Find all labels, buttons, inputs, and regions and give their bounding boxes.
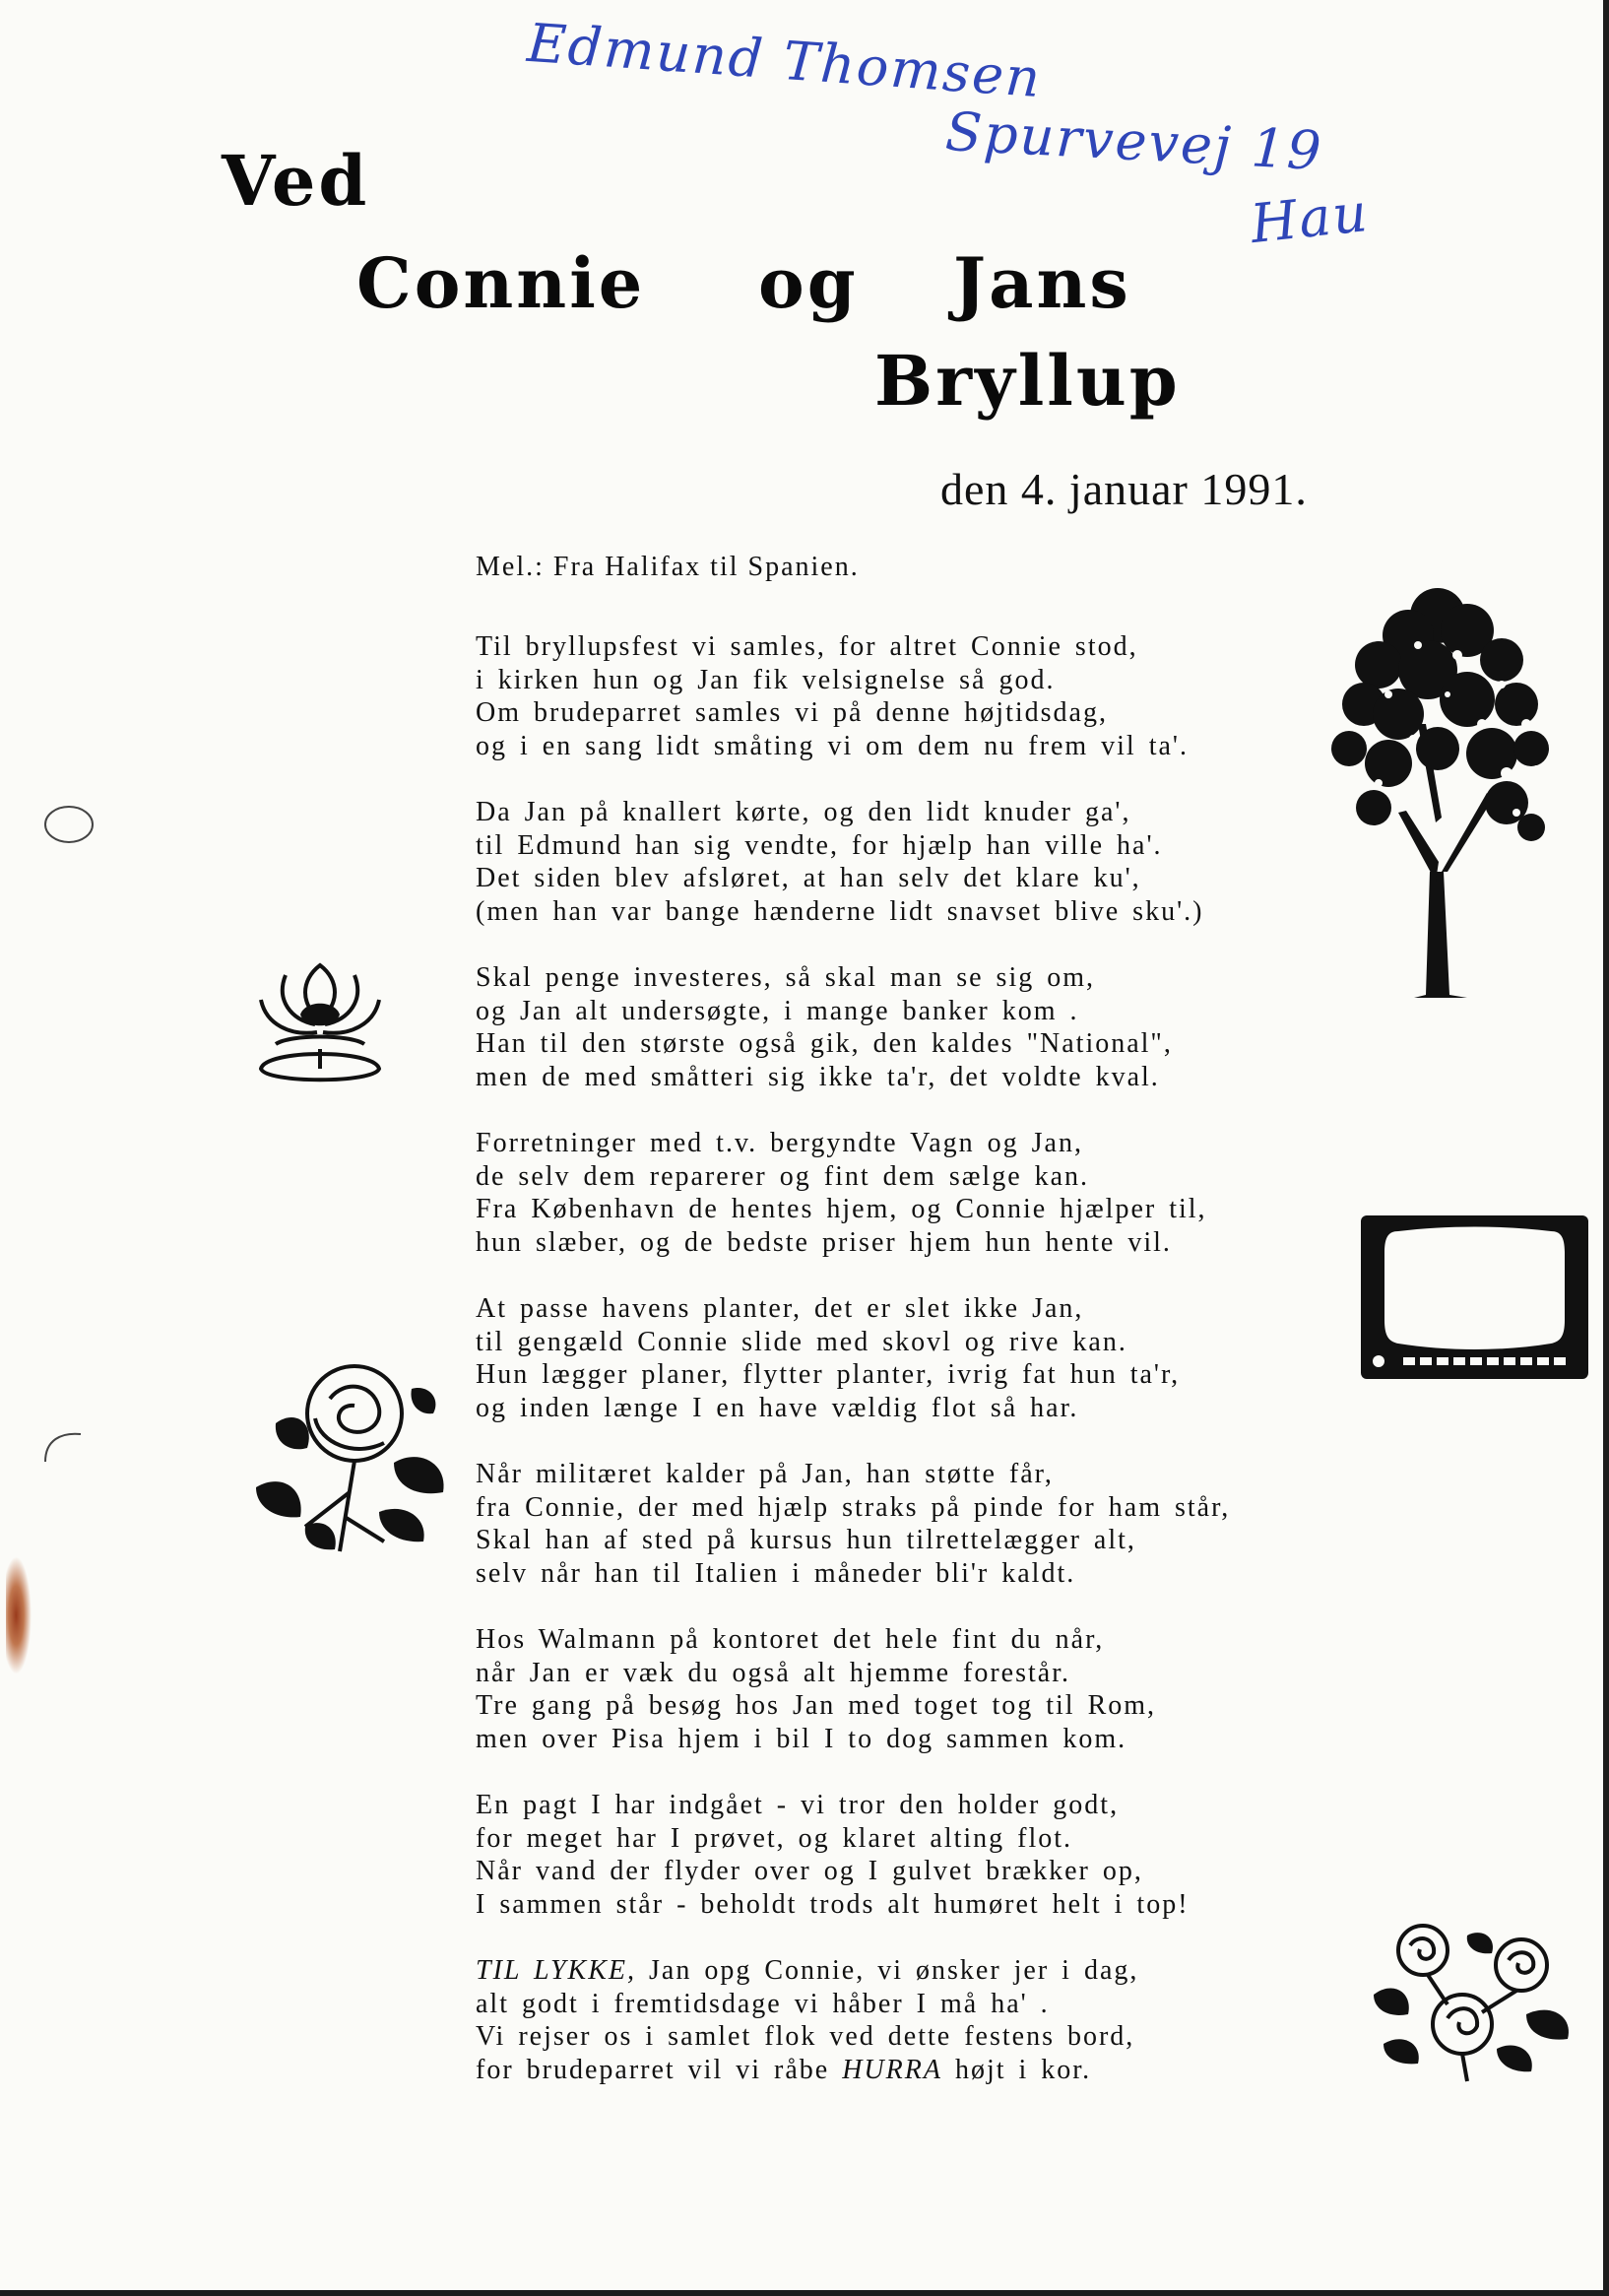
verse-line: Da Jan på knallert kørte, og den lidt knuder ga', — [476, 797, 1131, 827]
verse-line: Når vand der flyder over og I gulvet brækker op, — [476, 1856, 1143, 1886]
verse-4 — [476, 1127, 1342, 1259]
verse-line: de selv dem reparerer og fint dem sælge kan. — [476, 1160, 1090, 1192]
verse-line: til gengæld Connie slide med skovl og rive kan. — [476, 1326, 1127, 1357]
verse-line: I sammen står - beholdt trods alt humøret helt i top! — [476, 1888, 1190, 1920]
verse-line: til Edmund han sig vendte, for hjælp han ville ha'. — [476, 829, 1163, 861]
handwritten-name: Edmund Thomsen — [525, 11, 1045, 110]
verse-7 — [476, 1623, 1342, 1755]
punch-hole — [39, 1426, 89, 1466]
verse-line: (men han var bange hænderne lidt snavset blive sku'.) — [476, 895, 1204, 927]
scan-edge — [1603, 0, 1609, 2296]
verse-line: Skal han af sted på kursus hun tilrettelægger alt, — [476, 1525, 1136, 1555]
verse-3 — [476, 961, 1342, 1093]
verse-5 — [476, 1292, 1342, 1424]
verse-line: Fra København de hentes hjem, og Connie hjælper til, — [476, 1194, 1207, 1224]
verse-line: En pagt I har indgået - vi tror den holder godt, — [476, 1790, 1120, 1820]
lotus-icon — [246, 946, 394, 1088]
handwritten-town: Hau — [1248, 180, 1373, 256]
verse-line — [476, 2054, 1342, 2087]
verse-line: Om brudeparret samles vi på denne højtidsdag, — [476, 697, 1108, 728]
verse-line: for meget har I prøvet, og klaret alting flot. — [476, 1822, 1073, 1854]
verse-line: og Jan alt undersøgte, i mange banker kom . — [476, 995, 1079, 1026]
verse-line: Hos Walmann på kontoret det hele fint du når, — [476, 1624, 1105, 1655]
verse-line: Vi rejser os i samlet flok ved dette festens bord, — [476, 2021, 1135, 2052]
verse-line-rest: Jan opg Connie, vi ønsker jer i dag, — [636, 1955, 1139, 1986]
verse-8 — [476, 1789, 1342, 1921]
verse-line: alt godt i fremtidsdage vi håber I må ha' . — [476, 1988, 1050, 2019]
verse-2 — [476, 796, 1342, 928]
verse-line: Forretninger med t.v. bergyndte Vagn og Jan, — [476, 1128, 1083, 1158]
verse-line: men over Pisa hjem i bil I to dog sammen kom. — [476, 1723, 1127, 1754]
verse-line: At passe havens planter, det er slet ikke Jan, — [476, 1293, 1084, 1324]
title-line-3: Bryllup — [874, 340, 1181, 422]
verse-6 — [476, 1458, 1342, 1590]
melody-line: Mel.: Fra Halifax til Spanien. — [476, 552, 860, 582]
punch-hole — [41, 800, 100, 849]
title-word-jans: Jans — [953, 242, 1131, 324]
verse-line: Når militæret kalder på Jan, han støtte får, — [476, 1459, 1054, 1489]
tree-icon — [1319, 576, 1556, 1000]
verse-line: fra Connie, der med hjælp straks på pinde for ham står, — [476, 1491, 1231, 1523]
tv-icon — [1359, 1214, 1590, 1381]
verse-line — [476, 1954, 1342, 1988]
rose-icon — [246, 1354, 463, 1561]
verse-line-end: højt i kor. — [941, 2054, 1092, 2085]
verse-line: selv når han til Italien i måneder bli'r kaldt. — [476, 1557, 1076, 1589]
congratulations-text: TIL LYKKE, — [476, 1955, 637, 1986]
rust-stain — [6, 1556, 32, 1674]
verse-line: Hun lægger planer, flytter planter, ivrig fat hun ta'r, — [476, 1359, 1181, 1390]
hurra-text: HURRA — [842, 2054, 942, 2085]
verse-line: men de med småtteri sig ikke ta'r, det voldte kval. — [476, 1061, 1160, 1092]
verse-line: Skal penge investeres, så skal man se sig om, — [476, 962, 1096, 993]
roses-icon — [1369, 1916, 1576, 2083]
verse-line: hun slæber, og de bedste priser hjem hun hente vil. — [476, 1226, 1172, 1258]
title-word-connie: Connie — [356, 242, 646, 324]
verse-line: Tre gang på besøg hos Jan med toget tog til Rom, — [476, 1690, 1157, 1721]
verse-line: Det siden blev afsløret, at han selv det klare ku', — [476, 863, 1141, 893]
title-line-1: Ved — [222, 140, 370, 222]
song-verses — [476, 630, 1342, 2120]
verse-line: når Jan er væk du også alt hjemme forestår. — [476, 1657, 1070, 1688]
verse-line-start: for brudeparret vil vi råbe — [476, 2054, 843, 2085]
verse-line: Han til den største også gik, den kaldes "National", — [476, 1028, 1173, 1059]
verse-line: i kirken hun og Jan fik velsignelse så god. — [476, 664, 1056, 695]
date-line: den 4. januar 1991. — [940, 464, 1308, 514]
verse-line: Til bryllupsfest vi samles, for altret Connie stod, — [476, 631, 1138, 662]
verse-line: og i en sang lidt småting vi om dem nu frem vil ta'. — [476, 730, 1189, 761]
verse-1 — [476, 630, 1342, 762]
title-word-og: og — [758, 242, 859, 324]
scan-edge — [0, 2290, 1609, 2296]
verse-final — [476, 1954, 1342, 2086]
handwritten-street: Spurvevej 19 — [943, 100, 1325, 182]
verse-line: og inden længe I en have vældig flot så har. — [476, 1392, 1079, 1423]
